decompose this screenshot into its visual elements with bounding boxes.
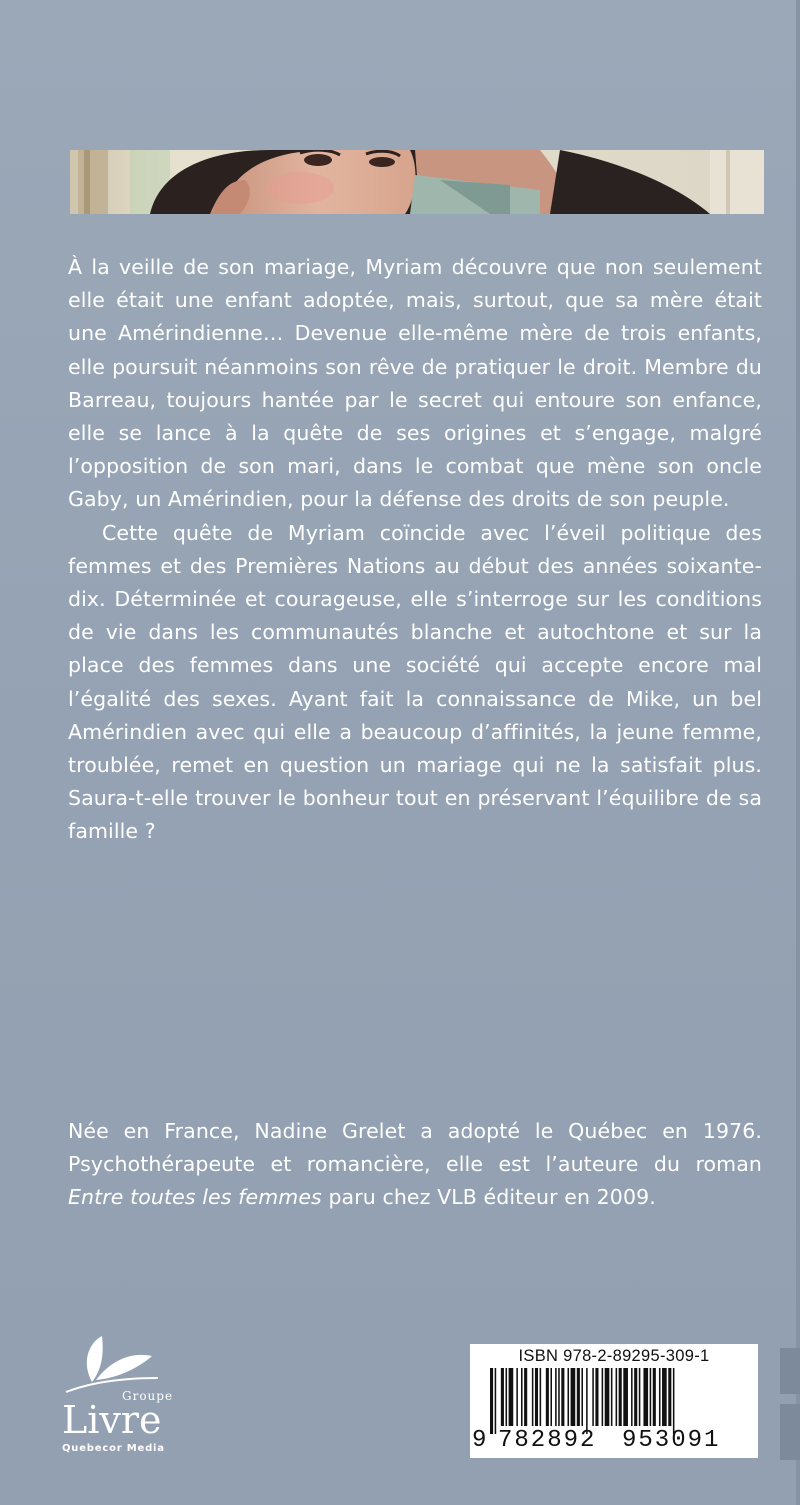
cover-edge: [796, 0, 800, 1505]
leaf-icon: [62, 1334, 162, 1394]
isbn-digits-right: 953091: [622, 1427, 721, 1454]
logo-quebecor-text: Quebecor Media: [62, 1443, 165, 1454]
isbn-digit-first: 9: [472, 1427, 487, 1454]
isbn-barcode: [470, 1344, 758, 1458]
isbn-digits: [470, 1428, 758, 1454]
previous-book-title: Entre toutes les femmes: [68, 1185, 322, 1210]
portrait-illustration: [70, 150, 764, 214]
isbn-digits-left: 782892: [498, 1427, 597, 1454]
isbn-label: ISBN 978-2-89295-309-1: [518, 1347, 710, 1365]
barcode-bars: [490, 1368, 740, 1434]
edge-tab-bottom: [780, 1404, 800, 1460]
author-bio-text-after: paru chez VLB éditeur en 2009.: [321, 1185, 656, 1210]
synopsis-paragraph-1: À la veille de son mariage, Myriam découvre que non seulement elle était une enfant adoptée, mais, surtout, que sa mère était une Amérindienne… Devenue elle-même mère de trois enfants, elle poursuit néanmoins son rêve de pratiquer le droit. Membre du Barreau, toujours hantée par le secret qui entoure son enfance, elle se lance à la quête de ses origines et s’engage, malgré l’opposition de son mari, dans le combat que mène son oncle Gaby, un Amérindien, pour la défense des droits de son peuple.: [68, 255, 762, 512]
author-bio-text-before: Née en France, Nadine Grelet a adopté le Québec en 1976. Psychothérapeute et romancière, elle est l’auteure du roman: [68, 1119, 762, 1177]
publisher-logo: [40, 1332, 190, 1462]
edge-tab-top: [780, 1348, 800, 1394]
logo-livre-text: Livre: [62, 1398, 162, 1442]
cover-image-strip: [70, 150, 764, 214]
author-bio-paragraph: [68, 1115, 762, 1215]
synopsis-paragraph-2: Cette quête de Myriam coïncide avec l’éveil politique des femmes et des Premières Nations au début des années soixante-dix. Déterminée et courageuse, elle s’interroge sur les conditions de vie dans les communautés blanche et autochtone et sur la place des femmes dans une société qui accepte encore mal l’égalité des sexes. Ayant fait la connaissance de Mike, un bel Amérindien avec qui elle a beaucoup d’affinités, la jeune femme, troublée, remet en question un mariage qui ne la satisfait plus. Saura-t-elle trouver le bonheur tout en préservant l’équilibre de sa famille ?: [68, 520, 762, 844]
author-bio: [68, 1115, 762, 1215]
synopsis: [68, 251, 762, 849]
logo-groupe-text: Groupe: [122, 1389, 174, 1403]
